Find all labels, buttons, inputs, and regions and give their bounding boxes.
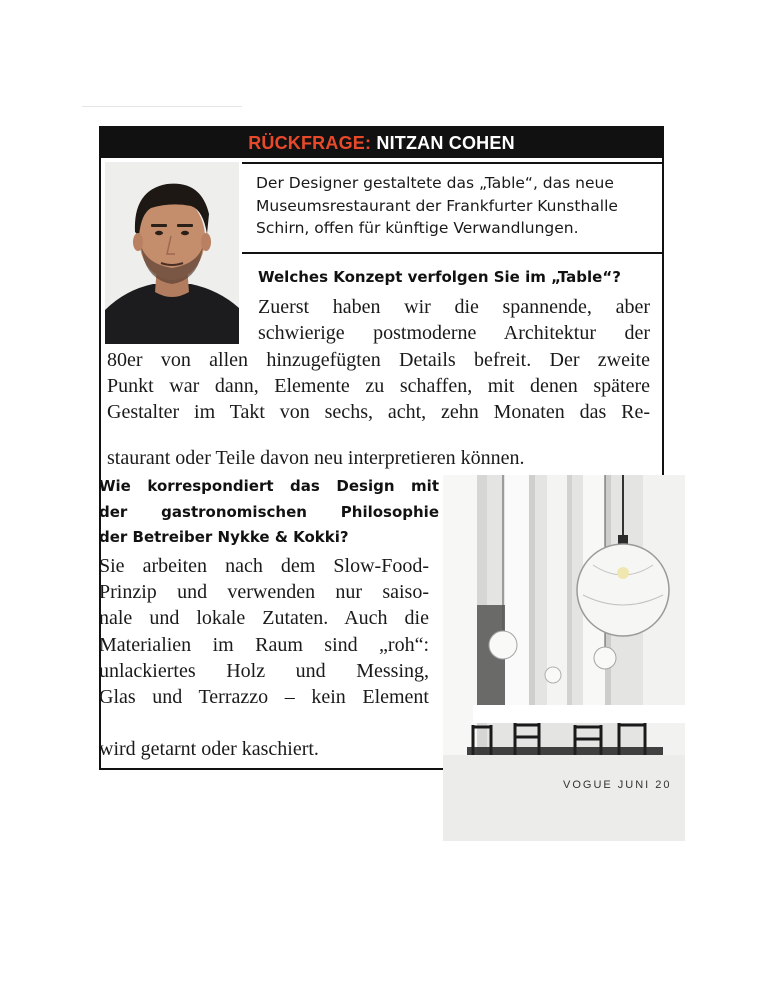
- intro-line: Schirn, offen für künftige Verwandlungen.: [256, 219, 579, 237]
- header-bar: [101, 128, 662, 158]
- source-credit: VOGUE JUNI 20: [563, 779, 672, 791]
- answer-line: Sie arbeiten nach dem Slow-Food-: [99, 555, 429, 577]
- answer-line: nale und lokale Zutaten. Auch die: [99, 607, 429, 630]
- answer-line: schwierige postmoderne Architektur der: [258, 322, 650, 345]
- question-line: Wie korrespondiert das Design mit: [99, 477, 439, 495]
- answer-line: Zuerst haben wir die spannende, aber: [258, 296, 650, 318]
- answer-1-full-width: [107, 347, 650, 426]
- portrait-photo: [105, 162, 239, 344]
- answer-line: unlackiertes Holz und Messing,: [99, 659, 429, 682]
- answer-1-last-line: staurant oder Teile davon neu interpretieren können.: [107, 447, 525, 469]
- header-kicker: RÜCKFRAGE:: [248, 133, 372, 153]
- question-1: Welches Konzept verfolgen Sie im „Table“?: [258, 268, 621, 286]
- answer-line: Materialien im Raum sind „roh“:: [99, 633, 429, 656]
- answer-line: Glas und Terrazzo – kein Element: [99, 686, 429, 709]
- portrait-illustration: [105, 162, 239, 344]
- question-line: der Betreiber Nykke & Kokki?: [99, 528, 349, 547]
- answer-2: [99, 553, 429, 710]
- header-name: NITZAN COHEN: [376, 133, 515, 153]
- answer-1-indented: [258, 294, 650, 346]
- answer-2-last-line: wird getarnt oder kaschiert.: [99, 738, 319, 760]
- answer-line: 80er von allen hinzugefügten Details befreit. Der zweite: [107, 349, 650, 371]
- answer-line: Punkt war dann, Elemente zu schaffen, mit denen spätere: [107, 375, 650, 398]
- answer-line: Prinzip und verwenden nur saiso-: [99, 581, 429, 604]
- answer-line: Gestalter im Takt von sechs, acht, zehn Monaten das Re-: [107, 401, 650, 424]
- intro-line: Museumsrestaurant der Frankfurter Kunsthalle: [256, 196, 618, 215]
- question-line: der gastronomischen Philosophie: [99, 502, 439, 521]
- intro-line: Der Designer gestaltete das „Table“, das neue: [256, 174, 614, 192]
- page-edge-rule: [82, 106, 242, 107]
- question-2: [99, 474, 439, 551]
- intro-text: [242, 162, 662, 254]
